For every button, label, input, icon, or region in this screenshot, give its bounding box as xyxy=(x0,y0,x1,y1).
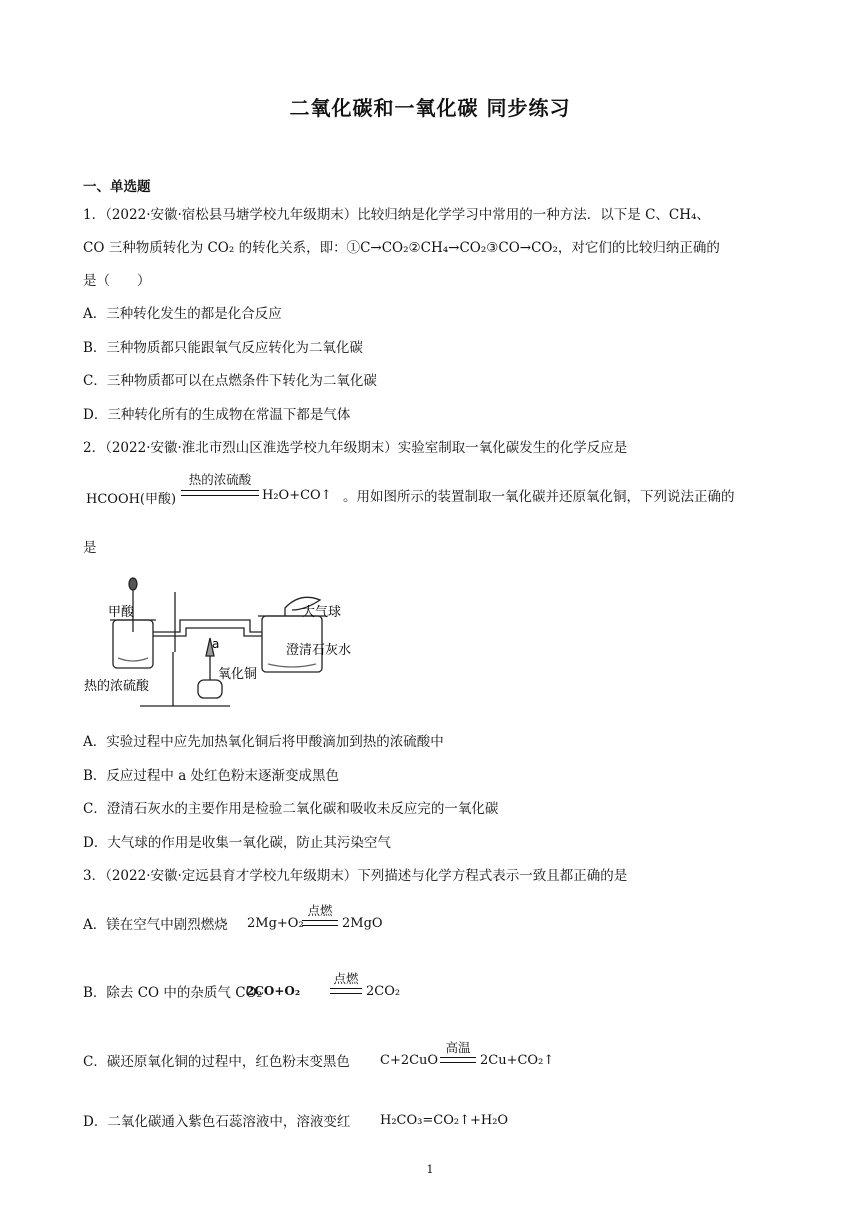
q1-option-b: B．三种物质都只能跟氧气反应转化为二氧化碳 xyxy=(83,340,363,356)
q3-a-arrow xyxy=(302,920,338,926)
q2-eq-right: H₂O+CO↑ xyxy=(262,488,332,503)
label-copper-oxide: 氧化铜 xyxy=(218,667,258,682)
q1-stem-line2: CO 三种物质转化为 CO₂ 的转化关系，即：①C→CO₂②CH₄→CO₂③CO→CO₂，对它们的比较归纳正确的 xyxy=(83,240,720,256)
q1-option-c: C．三种物质都可以在点燃条件下转化为二氧化碳 xyxy=(83,373,377,389)
q2-option-a: A．实验过程中应先加热氧化铜后将甲酸滴加到热的浓硫酸中 xyxy=(83,734,444,750)
q3-b-condition: 点燃 xyxy=(333,971,359,986)
q2-option-d: D．大气球的作用是收集一氧化碳，防止其污染空气 xyxy=(83,835,391,851)
q3-d-text: D．二氧化碳通入紫色石蕊溶液中，溶液变红 xyxy=(83,1114,351,1130)
q3-stem: 3．（2022·安徽·定远县育才学校九年级期末）下列描述与化学方程式表示一致且都正确的是 xyxy=(83,868,628,884)
q3-a-condition: 点燃 xyxy=(307,903,333,918)
q3-a-text: A．镁在空气中剧烈燃烧 xyxy=(83,917,228,933)
q3-b-arrow xyxy=(330,988,362,994)
page-number: 1 xyxy=(426,1163,434,1176)
q3-c-left: C+2CuO xyxy=(380,1053,439,1068)
q1-option-a: A．三种转化发生的都是化合反应 xyxy=(83,306,282,322)
label-formic-acid: 甲酸 xyxy=(108,605,135,620)
q3-a-right: 2MgO xyxy=(342,916,383,931)
label-balloon: 大气球 xyxy=(302,605,342,620)
q2-eq-left: HCOOH(甲酸) xyxy=(86,492,177,507)
q1-stem-line1: 1．（2022·安徽·宿松县马塘学校九年级期末）比较归纳是化学学习中常用的一种方法．以下是 C、CH₄、 xyxy=(83,207,710,223)
q3-b-left: 2CO+O₂ xyxy=(246,984,301,998)
q2-option-c: C．澄清石灰水的主要作用是检验二氧化碳和吸收未反应完的一氧化碳 xyxy=(83,801,499,817)
q2-stem-line2: 。用如图所示的装置制取一氧化碳并还原氧化铜，下列说法正确的 xyxy=(343,489,735,505)
q2-eq-arrow xyxy=(181,490,259,496)
q3-b-right: 2CO₂ xyxy=(366,984,401,999)
q3-c-right: 2Cu+CO₂↑ xyxy=(480,1053,555,1068)
q2-option-b: B．反应过程中 a 处红色粉末逐渐变成黑色 xyxy=(83,768,340,784)
q3-c-text: C．碳还原氧化铜的过程中，红色粉末变黑色 xyxy=(83,1054,350,1070)
q3-b-text: B．除去 CO 中的杂质气 CO₂ xyxy=(83,985,262,1001)
q3-c-arrow xyxy=(440,1057,476,1063)
label-hot-acid: 热的浓硫酸 xyxy=(84,679,150,694)
apparatus-figure xyxy=(80,572,380,722)
label-point-a: a xyxy=(212,637,220,651)
q1-option-d: D．三种转化所有的生成物在常温下都是气体 xyxy=(83,407,351,423)
q2-eq-condition: 热的浓硫酸 xyxy=(188,472,252,487)
q3-d-equation: H₂CO₃=CO₂↑+H₂O xyxy=(380,1113,509,1128)
page-title: 二氧化碳和一氧化碳 同步练习 xyxy=(289,96,571,120)
q2-stem-line3: 是 xyxy=(83,540,97,556)
q3-a-left: 2Mg+O₂ xyxy=(247,916,304,931)
q2-stem-line1: 2．（2022·安徽·淮北市烈山区淮选学校九年级期末）实验室制取一氧化碳发生的化学反应是 xyxy=(83,440,628,456)
q3-c-condition: 高温 xyxy=(445,1040,471,1055)
q1-stem-line3: 是（ ） xyxy=(83,273,151,289)
section-heading: 一、单选题 xyxy=(83,179,151,195)
label-limewater: 澄清石灰水 xyxy=(286,643,352,658)
